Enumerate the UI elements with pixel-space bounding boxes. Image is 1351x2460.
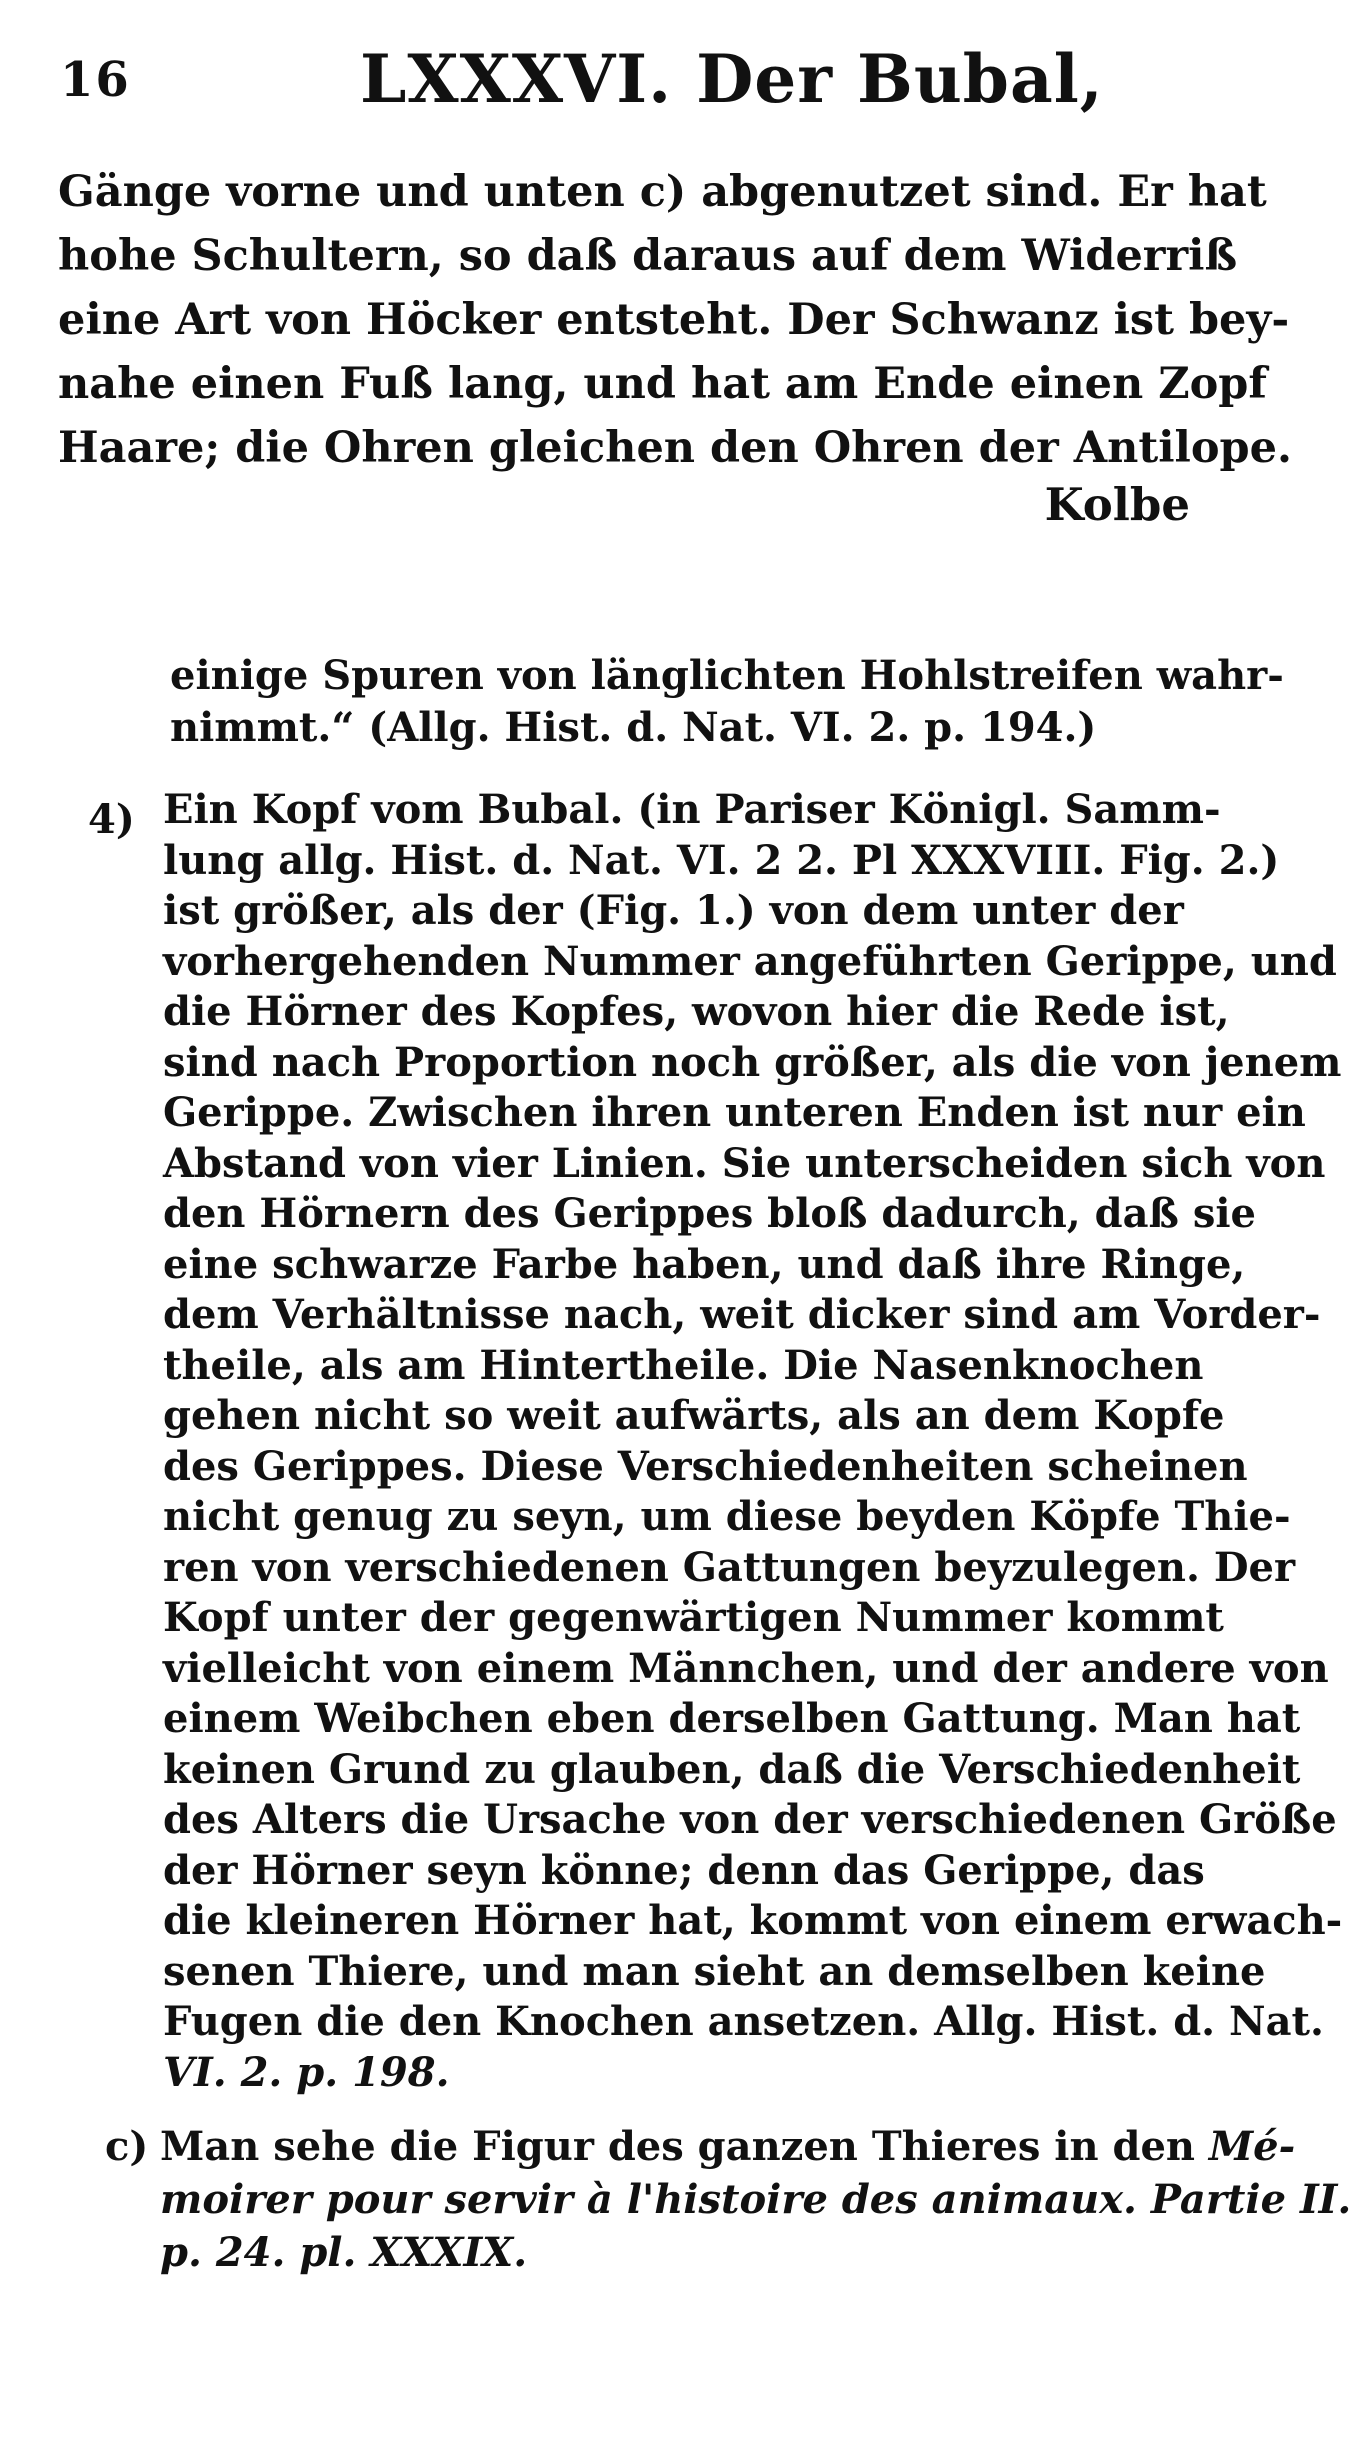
page-number: 16 xyxy=(60,52,131,108)
note-line: keinen Grund zu glauben, daß die Verschiedenheit xyxy=(163,1745,1301,1793)
note-line: Ein Kopf vom Bubal. (in Pariser Königl. Samm- xyxy=(163,786,1221,833)
footnote-body xyxy=(160,2120,1351,2279)
note-line: nicht genug zu seyn, um diese beyden Köpfe Thie- xyxy=(163,1493,1291,1540)
note-marker: 4) xyxy=(88,796,135,843)
note-line: eine schwarze Farbe haben, und daß ihre Ringe, xyxy=(163,1240,1246,1288)
note-line: Abstand von vier Linien. Sie unterscheiden sich von xyxy=(163,1139,1326,1187)
note-line: des Gerippes. Diese Verschiedenheiten scheinen xyxy=(163,1442,1248,1490)
note-line: Gerippe. Zwischen ihren unteren Enden ist nur ein xyxy=(163,1089,1306,1136)
text-line: Haare; die Ohren gleichen den Ohren der Antilope. xyxy=(58,423,1292,473)
note-body xyxy=(163,785,1343,2098)
text-line: eine Art von Höcker entsteht. Der Schwanz ist bey- xyxy=(58,295,1290,345)
footnote-marker: c) xyxy=(105,2123,149,2170)
text-line: nahe einen Fuß lang, und hat am Ende einen Zopf xyxy=(58,359,1267,409)
note-line: vorhergehenden Nummer angeführten Gerippe, und xyxy=(163,937,1337,985)
note-line: senen Thiere, und man sieht an demselben keine xyxy=(163,1947,1266,1995)
note-line: gehen nicht so weit aufwärts, als an dem Kopfe xyxy=(163,1392,1225,1439)
footnote-line: moirer pour servir à l'histoire des animaux. Partie II. xyxy=(160,2176,1351,2223)
page-header xyxy=(60,40,1200,130)
note-line: nimmt.“ (Allg. Hist. d. Nat. VI. 2. p. 194.) xyxy=(170,704,1097,751)
note-4 xyxy=(88,785,1343,2098)
footnote-c xyxy=(105,2120,1351,2279)
running-title: LXXXVI. Der Bubal, xyxy=(360,40,1104,118)
note-line: die Hörner des Kopfes, wovon hier die Rede ist, xyxy=(163,988,1230,1035)
note-line: des Alters die Ursache von der verschiedenen Größe xyxy=(163,1796,1337,1843)
main-paragraph xyxy=(58,160,1292,480)
note-line: einige Spuren von länglichten Hohlstreifen wahr- xyxy=(170,652,1284,699)
note-line: der Hörner seyn könne; denn das Gerippe, das xyxy=(163,1846,1205,1894)
footnote-text: Man sehe die Figur des ganzen Thieres in den xyxy=(160,2123,1209,2170)
note-line: ren von verschiedenen Gattungen beyzulegen. Der xyxy=(163,1543,1296,1591)
catchword: Kolbe xyxy=(1044,478,1190,531)
text-line: Gänge vorne und unten c) abgenutzet sind. Er hat xyxy=(58,167,1267,217)
note-continuation xyxy=(170,650,1284,754)
note-line: dem Verhältnisse nach, weit dicker sind am Vorder- xyxy=(163,1291,1321,1338)
footnote-line: p. 24. pl. XXXIX. xyxy=(160,2229,528,2276)
note-line: den Hörnern des Gerippes bloß dadurch, daß sie xyxy=(163,1190,1256,1237)
note-line: VI. 2. p. 198. xyxy=(163,2048,450,2096)
note-line: ist größer, als der (Fig. 1.) von dem unter der xyxy=(163,887,1184,934)
note-line: lung allg. Hist. d. Nat. VI. 2 2. Pl XXXVIII. Fig. 2.) xyxy=(163,836,1280,884)
note-line: vielleicht von einem Männchen, und der andere von xyxy=(163,1644,1329,1692)
footnote-italic-text: Mé- xyxy=(1208,2123,1296,2170)
note-line: sind nach Proportion noch größer, als die von jenem xyxy=(163,1038,1342,1086)
note-line: die kleineren Hörner hat, kommt von einem erwach- xyxy=(163,1897,1343,1944)
text-line: hohe Schultern, so daß daraus auf dem Widerriß xyxy=(58,231,1238,281)
note-line: theile, als am Hintertheile. Die Nasenknochen xyxy=(163,1341,1204,1389)
note-line: Fugen die den Knochen ansetzen. Allg. Hist. d. Nat. xyxy=(163,1998,1324,2045)
note-line: einem Weibchen eben derselben Gattung. Man hat xyxy=(163,1695,1301,1742)
footnote-line xyxy=(160,2120,1296,2173)
note-line: Kopf unter der gegenwärtigen Nummer kommt xyxy=(163,1594,1224,1641)
